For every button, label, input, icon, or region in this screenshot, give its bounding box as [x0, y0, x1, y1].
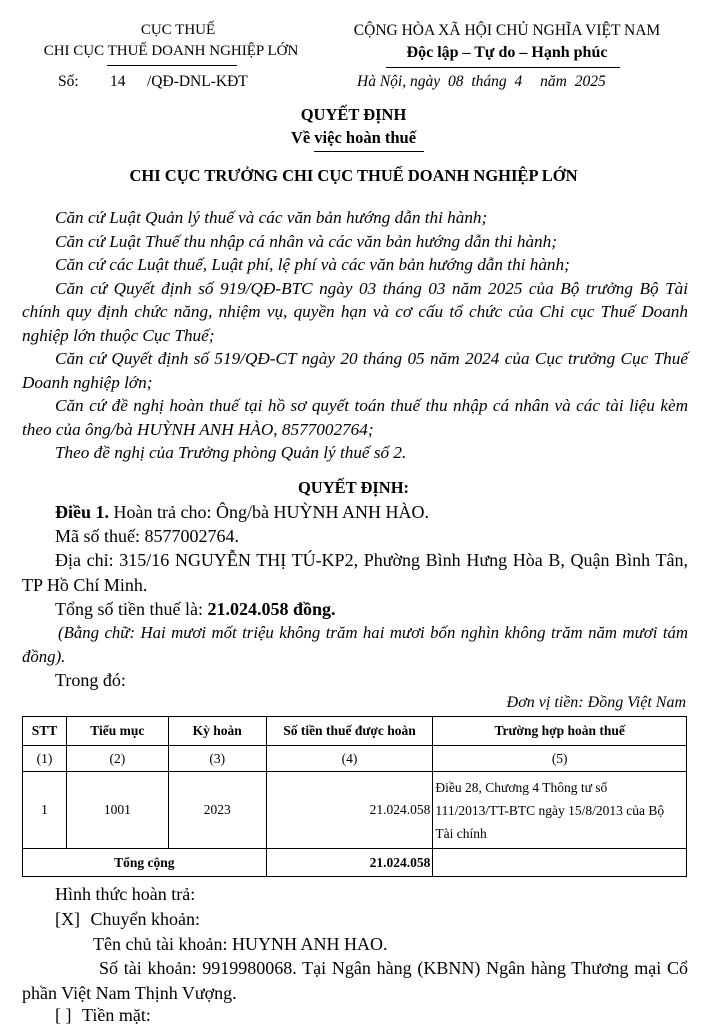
index-cell: (5) — [433, 746, 687, 772]
col-header-ky-hoan: Kỳ hoàn — [168, 717, 266, 746]
basis-1: Căn cứ Luật Quản lý thuế và các văn bản hướng dẫn thi hành; — [55, 208, 488, 227]
date-month: 4 — [514, 73, 523, 90]
doc-code: /QĐ-DNL-KĐT — [147, 73, 248, 90]
doc-number: 14 — [110, 73, 126, 90]
country-name: CỘNG HÒA XÃ HỘI CHỦ NGHĨA VIỆT NAM — [353, 22, 661, 39]
total-value: 21.024.058 đồng. — [207, 599, 336, 619]
transfer-checkbox: [X] — [55, 909, 80, 929]
table-row — [23, 772, 687, 849]
account-name: Tên chủ tài khoản: HUYNH ANH HAO. — [93, 934, 388, 954]
basis-4: Căn cứ Quyết định số 919/QĐ-BTC ngày 03 tháng 03 năm 2025 của Bộ trưởng Bộ Tài chính quy định chức năng, nhiệm vụ, quyền hạn và cơ cấu tổ chức của Chi cục Thuế Doanh nghiệp lớn thuộc Cục Thuế; — [22, 278, 688, 345]
table-total-row — [23, 849, 687, 877]
date-year-label: năm — [540, 73, 567, 90]
total-row-empty — [433, 849, 687, 877]
cell-stt: 1 — [23, 772, 67, 849]
doc-number-label: Số: — [58, 73, 79, 90]
date-year: 2025 — [574, 73, 606, 90]
tax-code: Mã số thuế: 8577002764. — [55, 526, 239, 546]
index-cell: (2) — [66, 746, 168, 772]
cash-checkbox: [ ] — [55, 1005, 72, 1025]
article1-refund — [55, 500, 429, 525]
refund-to: Hoàn trả cho: Ông/bà HUỲNH ANH HÀO. — [113, 502, 429, 522]
basis-7: Theo đề nghị của Trưởng phòng Quản lý thuế số 2. — [55, 443, 407, 462]
amount-in-words: (Bằng chữ: Hai mươi mốt triệu không trăm hai mươi bốn nghìn không trăm năm mươi tám đồng). — [22, 623, 688, 666]
date-month-label: tháng — [471, 73, 507, 90]
decision-heading: QUYẾT ĐỊNH: — [297, 478, 410, 497]
col-header-stt: STT — [23, 717, 67, 746]
index-cell: (4) — [266, 746, 433, 772]
motto: Độc lập – Tự do – Hạnh phúc — [406, 44, 608, 61]
transfer-label: Chuyển khoản: — [90, 909, 200, 929]
basis-2: Căn cứ Luật Thuế thu nhập cá nhân và các văn bản hướng dẫn thi hành; — [55, 231, 557, 251]
table-header-row — [23, 717, 687, 746]
legal-bases — [22, 206, 688, 465]
date-day: 08 — [447, 73, 464, 90]
basis-6: Căn cứ đề nghị hoàn thuế tại hồ sơ quyết toán thuế thu nhập cá nhân và các tài liệu kèm theo của ông/bà HUỲNH ANH HÀO, 8577002764; — [22, 396, 688, 439]
col-header-so-tien: Số tiền thuế được hoàn — [266, 717, 433, 746]
cash-option — [55, 1003, 151, 1028]
basis-3: Căn cứ các Luật thuế, Luật phí, lệ phí và các văn bản hướng dẫn thi hành; — [55, 255, 570, 274]
cell-truong-hop: Điều 28, Chương 4 Thông tư số 111/2013/TT-BTC ngày 15/8/2013 của Bộ Tài chính — [433, 772, 687, 849]
col-header-truong-hop: Trường hợp hoàn thuế — [433, 717, 687, 746]
total-label: Tổng số tiền thuế là: — [55, 599, 203, 619]
basis-5: Căn cứ Quyết định số 519/QĐ-CT ngày 20 tháng 05 năm 2024 của Cục trưởng Cục Thuế Doanh nghiệp lớn; — [22, 349, 688, 392]
cash-label: Tiền mặt: — [82, 1005, 151, 1025]
table-index-row — [23, 746, 687, 772]
account-number: Số tài khoản: 9919980068. Tại Ngân hàng (KBNN) Ngân hàng Thương mại Cổ phần Việt Nam Thịnh Vượng. — [22, 958, 688, 1003]
cell-ky-hoan: 2023 — [168, 772, 266, 849]
motto-underline — [386, 67, 620, 68]
currency-note: Đơn vị tiền: Đồng Việt Nam — [506, 694, 686, 711]
total-amount — [55, 597, 336, 622]
issuer-title: CHI CỤC TRƯỞNG CHI CỤC THUẾ DOANH NGHIỆP LỚN — [129, 166, 578, 185]
transfer-option — [55, 907, 200, 932]
refund-table — [22, 716, 687, 877]
date-place — [357, 73, 606, 91]
decision-subject: Về việc hoàn thuế — [290, 128, 417, 147]
decision-title: QUYẾT ĐỊNH — [300, 105, 407, 124]
total-row-value: 21.024.058 — [266, 849, 433, 877]
among-label: Trong đó: — [55, 670, 126, 690]
total-row-label: Tổng cộng — [23, 849, 267, 877]
article1-label: Điều 1. — [55, 502, 109, 522]
col-header-tieu-muc: Tiểu mục — [66, 717, 168, 746]
agency-parent: CỤC THUẾ — [140, 22, 216, 38]
index-cell: (3) — [168, 746, 266, 772]
subject-underline — [314, 151, 424, 152]
agency-name: CHI CỤC THUẾ DOANH NGHIỆP LỚN — [43, 43, 299, 59]
cell-so-tien: 21.024.058 — [266, 772, 433, 849]
date-place-label: Hà Nội, ngày — [357, 73, 441, 90]
agency-underline — [107, 65, 237, 66]
address: Địa chỉ: 315/16 NGUYỄN THỊ TÚ-KP2, Phường Bình Hưng Hòa B, Quận Bình Tân, TP Hồ Chí Minh. — [22, 550, 688, 595]
payment-method-label: Hình thức hoàn trả: — [55, 884, 196, 904]
cell-tieu-muc: 1001 — [66, 772, 168, 849]
index-cell: (1) — [23, 746, 67, 772]
